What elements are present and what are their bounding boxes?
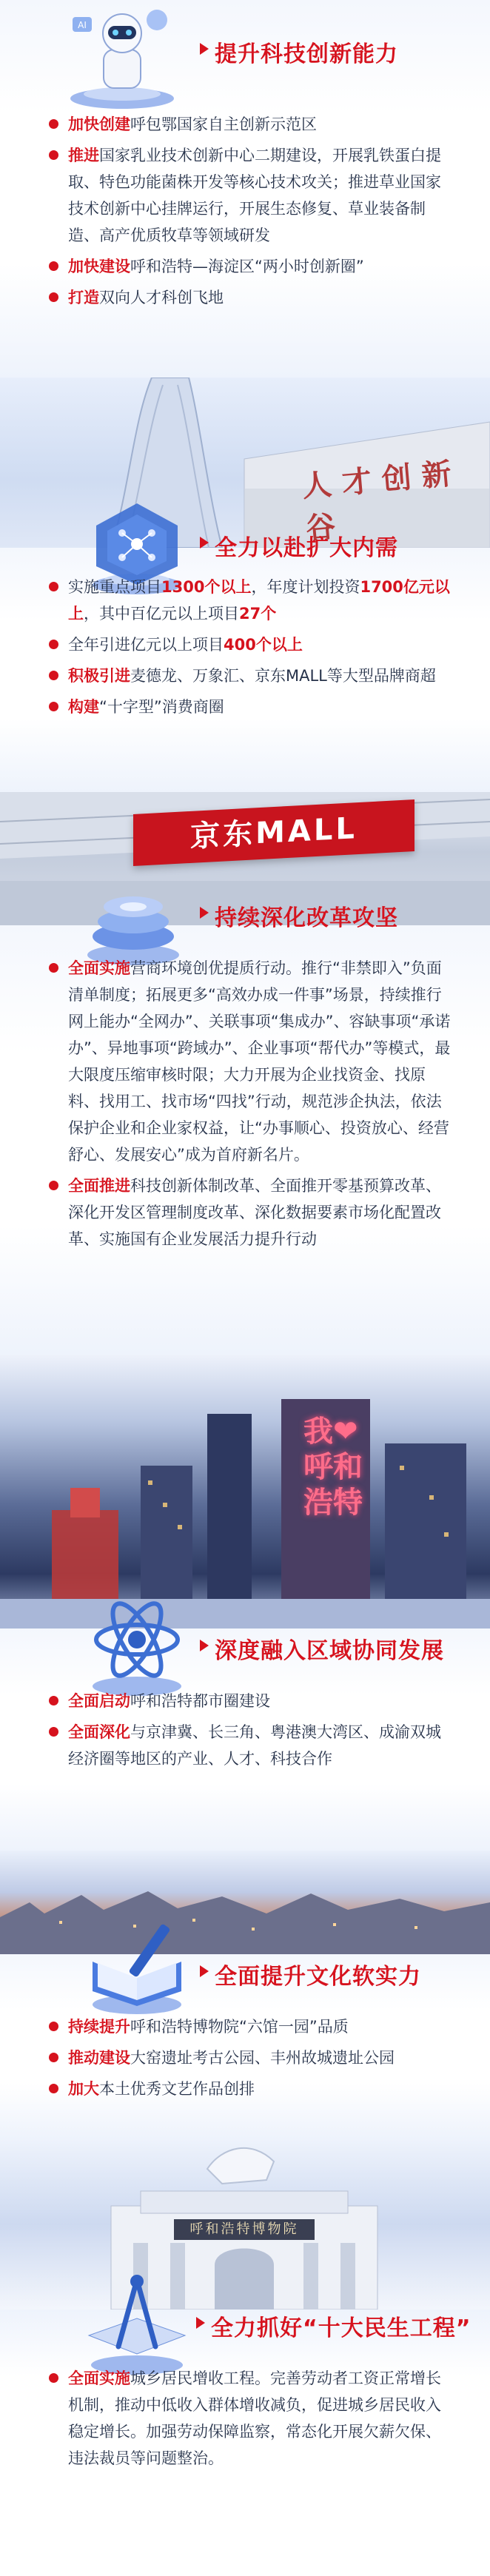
list-item: 构建“十字型”消费商圈	[68, 694, 453, 720]
bullet-dot	[49, 1696, 58, 1705]
list-item: 全年引进亿元以上项目400个以上	[68, 631, 453, 658]
night-sign: 我❤呼和浩特	[303, 1415, 363, 1520]
innovation-valley-sign: 人才创新谷	[301, 455, 463, 546]
atom-icon	[74, 1591, 200, 1703]
bullet-dot	[49, 671, 58, 680]
museum-sign: 呼和浩特博物院	[174, 2219, 315, 2240]
list-item: 全面实施营商环境创优提质行动。推行“非禁即入”负面清单制度；拓展更多“高效办成一件事”场景，持续推行网上能办“全网办”、关联事项“集成办”、容缺事项“承诺办”、异地事项“跨域办”、企业事项“帮代办”等模式，最大限度压缩审核时限；大力开展为企业找资金、找原料、找用工、找市场“四找”行动，规范涉企执法，依法保护企业和企业家权益，让“办事顺心、投资放心、经营舒心、发展安心”成为首府新名片。	[68, 955, 453, 1168]
section-3-list	[68, 955, 453, 1257]
book-pen-icon	[74, 1910, 200, 2021]
list-item: 持续提升呼和浩特博物院“六馆一园”品质	[68, 2013, 453, 2040]
section-5-list	[68, 2013, 453, 2107]
section-1-title: 提升科技创新能力	[215, 36, 398, 68]
bullet-dot	[49, 1727, 58, 1737]
list-item: 推动建设大窑遗址考古公园、丰州故城遗址公园	[68, 2045, 453, 2071]
list-item: 全面实施城乡居民增收工程。完善劳动者工资正常增长机制，推动中低收入群体增收减负，促进城乡居民收入稳定增长。加强劳动保障监察，常态化开展欠薪欠保、违法裁员等问题整治。	[68, 2365, 453, 2472]
list-item: 积极引进麦德龙、万象汇、京东MALL等大型品牌商超	[68, 663, 453, 689]
list-item: 打造双向人才科创飞地	[68, 284, 453, 311]
section-5-title: 全面提升文化软实力	[215, 1958, 421, 1990]
section-4-title: 深度融入区域协同发展	[215, 1632, 444, 1665]
section-6-title: 全力抓好“十大民生工程”	[211, 2310, 471, 2342]
bullet-dot	[49, 2022, 58, 2031]
section-2-list	[68, 574, 453, 725]
mall-sign-text: 京东MALL	[190, 811, 358, 854]
bullet-dot	[49, 292, 58, 302]
bullet-dot	[49, 1181, 58, 1190]
bullet-dot	[49, 119, 58, 129]
list-item: 加快创建呼包鄂国家自主创新示范区	[68, 111, 453, 138]
list-item: 全面推进科技创新体制改革、全面推开零基预算改革、深化开发区管理制度改革、深化数据要素市场化配置改革、实施国有企业发展活力提升行动	[68, 1173, 453, 1252]
list-item: 加快建设呼和浩特—海淀区“两小时创新圈”	[68, 253, 453, 280]
compass-map-icon	[74, 2265, 200, 2376]
list-item: 实施重点项目1300个以上，年度计划投资1700亿元以上，其中百亿元以上项目27个	[68, 574, 453, 627]
bullet-dot	[49, 2084, 58, 2093]
robot-ai-badge: AI	[78, 20, 87, 30]
robot-icon	[59, 4, 185, 115]
photo-night-city	[0, 1355, 490, 1629]
section-6-list	[68, 2365, 453, 2476]
bullet-dot	[49, 702, 58, 711]
bullet-dot	[49, 582, 58, 591]
bullet-dot	[49, 963, 58, 973]
section-3-title: 持续深化改革攻坚	[215, 899, 398, 932]
section-4-list	[68, 1688, 453, 1777]
bullet-dot	[49, 2053, 58, 2062]
list-item: 加大本土优秀文艺作品创排	[68, 2076, 453, 2102]
bullet-dot	[49, 150, 58, 160]
bullet-dot	[49, 2373, 58, 2383]
section-2-title: 全力以赴扩大内需	[215, 529, 398, 562]
bullet-dot	[49, 261, 58, 271]
bullet-dot	[49, 640, 58, 649]
list-item: 推进国家乳业技术创新中心二期建设，开展乳铁蛋白提取、特色功能菌株开发等核心技术攻关；推进草业国家技术创新中心挂牌运行，开展生态修复、草业装备制造、高产优质牧草等领域研发	[68, 142, 453, 249]
stacked-disc-icon	[70, 859, 196, 970]
section-1-list	[68, 111, 453, 315]
list-item: 全面启动呼和浩特都市圈建设	[68, 1688, 453, 1714]
list-item: 全面深化与京津冀、长三角、粤港澳大湾区、成渝双城经济圈等地区的产业、人才、科技合作	[68, 1719, 453, 1772]
